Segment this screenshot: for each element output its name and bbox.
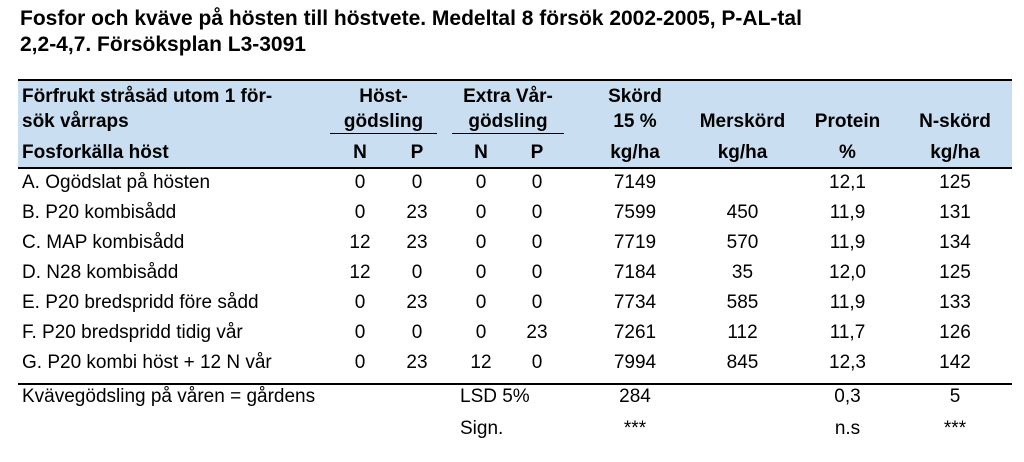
- row-extra-p: 0: [531, 232, 543, 253]
- row-host-n: 12: [349, 262, 371, 283]
- page-title: [20, 6, 1010, 58]
- row-protein: 11,7: [829, 322, 866, 343]
- row-host-n: 0: [354, 292, 366, 313]
- header-protein-line-1: Protein: [814, 111, 881, 132]
- row-host-n: 0: [354, 202, 366, 223]
- row-nskord: 126: [939, 322, 971, 343]
- header-skord-unit: kg/ha: [610, 142, 660, 163]
- row-host-p: 23: [406, 232, 428, 253]
- row-host-n: 12: [349, 232, 371, 253]
- row-label: F. P20 bredspridd tidig vår: [22, 322, 243, 343]
- row-nskord: 125: [939, 172, 971, 193]
- row-extra-n: 0: [475, 322, 487, 343]
- row-extra-n: 0: [475, 172, 487, 193]
- header-forfrukt-line-2: sök vårraps: [22, 111, 129, 132]
- row-host-p: 23: [406, 292, 428, 313]
- header-fosforkalla: Fosforkälla höst: [22, 142, 169, 163]
- sign-nskord: ***: [943, 418, 967, 439]
- row-skord: 7734: [613, 292, 657, 313]
- header-skord-line-2: 15 %: [613, 111, 657, 132]
- row-nskord: 133: [939, 292, 971, 313]
- row-label: G. P20 kombi höst + 12 N vår: [22, 352, 272, 373]
- body-bottom-rule: [18, 383, 1012, 385]
- row-extra-p: 23: [526, 322, 548, 343]
- header-extra-line-1: Extra Vår-: [463, 86, 553, 107]
- row-skord: 7261: [613, 322, 657, 343]
- row-label: C. MAP kombisådd: [22, 232, 185, 253]
- lsd-skord: 284: [619, 386, 651, 407]
- row-extra-p: 0: [531, 262, 543, 283]
- header-extra-line-2: gödsling: [468, 111, 548, 132]
- row-protein: 12,3: [829, 352, 866, 373]
- row-skord: 7184: [613, 262, 657, 283]
- header-nskord-unit: kg/ha: [930, 142, 980, 163]
- header-bottom-rule: [18, 167, 1012, 169]
- row-extra-p: 0: [531, 292, 543, 313]
- header-extra-p: P: [530, 142, 544, 163]
- header-nskord-line-1: N-skörd: [919, 111, 991, 132]
- title-line-1: Fosfor och kväve på hösten till höstvete. Medeltal 8 försök 2002-2005, P-AL-tal: [20, 7, 802, 30]
- row-host-p: 23: [406, 202, 428, 223]
- row-label: D. N28 kombisådd: [22, 262, 179, 283]
- row-host-p: 0: [411, 322, 423, 343]
- row-nskord: 131: [939, 202, 971, 223]
- header-host-line-2: gödsling: [343, 111, 424, 132]
- row-extra-n: 0: [475, 232, 487, 253]
- sign-label: Sign.: [460, 418, 504, 439]
- table-top-rule: [18, 79, 1012, 81]
- row-merskord: 585: [726, 292, 759, 313]
- row-extra-n: 12: [470, 352, 492, 373]
- header-host-line-1: Höst-: [359, 86, 408, 107]
- row-host-p: 0: [411, 172, 423, 193]
- row-merskord: 112: [727, 322, 758, 343]
- row-nskord: 125: [939, 262, 971, 283]
- row-label: A. Ogödslat på hösten: [22, 172, 211, 193]
- row-extra-p: 0: [531, 202, 543, 223]
- row-host-p: 0: [411, 262, 423, 283]
- row-nskord: 134: [939, 232, 971, 253]
- extra-vår-gödsling-underline: [452, 133, 564, 134]
- header-host-p: P: [410, 142, 424, 163]
- sign-protein: n.s: [834, 418, 861, 439]
- row-host-p: 23: [406, 352, 428, 373]
- lsd-label: LSD 5%: [460, 386, 530, 407]
- header-protein-unit: %: [839, 142, 856, 163]
- row-protein: 12,0: [829, 262, 866, 283]
- row-merskord: 570: [726, 232, 759, 253]
- footer-note: Kvävegödsling på våren = gårdens: [22, 386, 316, 407]
- lsd-nskord: 5: [949, 386, 961, 407]
- row-label: E. P20 bredspridd före sådd: [22, 292, 259, 313]
- row-protein: 11,9: [829, 292, 866, 313]
- row-skord: 7599: [613, 202, 657, 223]
- lsd-protein: 0,3: [834, 386, 861, 407]
- row-extra-p: 0: [531, 172, 543, 193]
- row-extra-p: 0: [531, 352, 543, 373]
- row-host-n: 0: [354, 352, 366, 373]
- header-merskord-unit: kg/ha: [717, 142, 768, 163]
- header-host-n: N: [353, 142, 367, 163]
- row-extra-n: 0: [475, 202, 487, 223]
- header-skord-line-1: Skörd: [608, 86, 662, 107]
- sign-skord: ***: [623, 418, 647, 439]
- row-skord: 7994: [613, 352, 657, 373]
- row-merskord: 450: [726, 202, 759, 223]
- header-extra-n: N: [474, 142, 488, 163]
- row-host-n: 0: [354, 172, 366, 193]
- row-merskord: 35: [731, 262, 754, 283]
- host-gödsling-underline: [330, 133, 437, 134]
- header-forfrukt-line-1: Förfrukt stråsäd utom 1 för-: [22, 86, 273, 107]
- title-line-2: 2,2-4,7. Försöksplan L3-3091: [20, 33, 306, 56]
- row-skord: 7719: [613, 232, 657, 253]
- row-label: B. P20 kombisådd: [22, 202, 177, 223]
- row-protein: 11,9: [829, 202, 866, 223]
- row-nskord: 142: [939, 352, 971, 373]
- header-merskord-line-1: Merskörd: [699, 111, 786, 132]
- row-protein: 12,1: [829, 172, 866, 193]
- row-extra-n: 0: [475, 262, 487, 283]
- row-host-n: 0: [354, 322, 366, 343]
- row-skord: 7149: [613, 172, 657, 193]
- row-extra-n: 0: [475, 292, 487, 313]
- row-protein: 11,9: [829, 232, 866, 253]
- row-merskord: 845: [726, 352, 759, 373]
